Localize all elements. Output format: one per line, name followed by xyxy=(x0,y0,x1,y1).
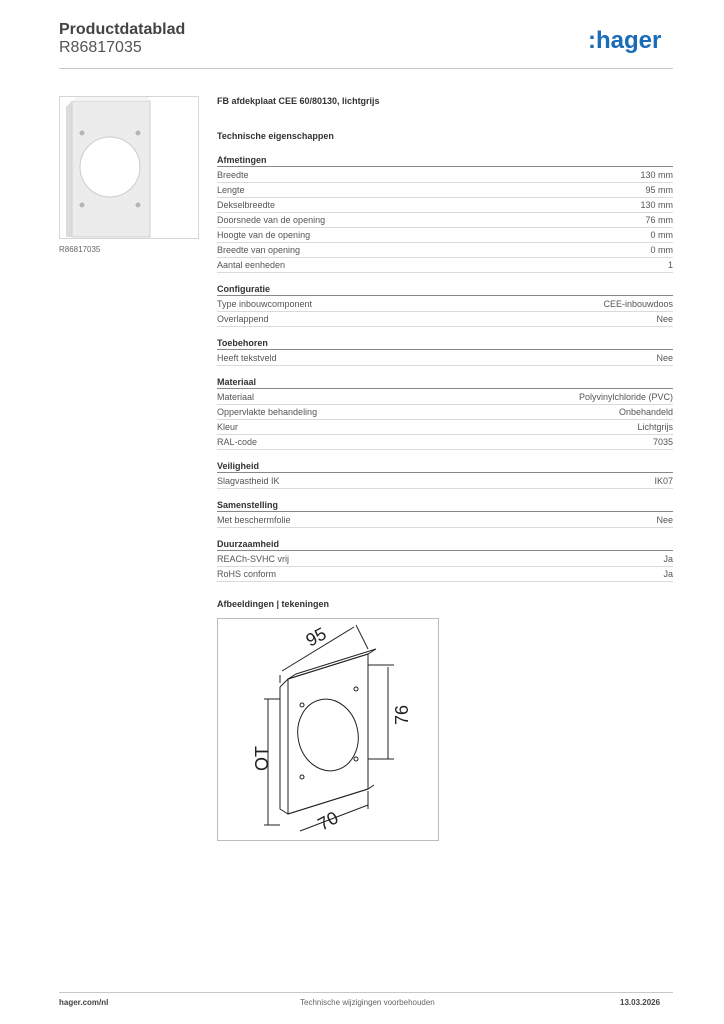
header-divider xyxy=(59,68,673,69)
spec-value: Nee xyxy=(656,353,673,363)
spec-value: Ja xyxy=(663,569,673,579)
spec-row xyxy=(217,435,673,450)
spec-value: Polyvinylchloride (PVC) xyxy=(578,392,673,402)
spec-value: Nee xyxy=(656,314,673,324)
spec-section xyxy=(217,499,673,528)
spec-value: Nee xyxy=(656,515,673,525)
spec-row xyxy=(217,213,673,228)
spec-label: RoHS conform xyxy=(217,569,277,579)
spec-section xyxy=(217,460,673,489)
spec-row xyxy=(217,351,673,366)
product-thumbnail xyxy=(59,96,199,239)
spec-row xyxy=(217,183,673,198)
spec-row xyxy=(217,228,673,243)
thumbnail-caption: R86817035 xyxy=(59,245,101,254)
spec-value: 7035 xyxy=(652,437,673,447)
spec-row xyxy=(217,567,673,582)
spec-section xyxy=(217,538,673,582)
dim-left-label: OT xyxy=(252,746,272,771)
spec-value: 1 xyxy=(667,260,673,270)
spec-row xyxy=(217,405,673,420)
spec-row xyxy=(217,420,673,435)
tech-heading: Technische eigenschappen xyxy=(217,131,334,141)
spec-value: Ja xyxy=(663,554,673,564)
spec-value: 0 mm xyxy=(650,245,673,255)
spec-value: IK07 xyxy=(654,476,673,486)
spec-section xyxy=(217,376,673,450)
spec-value: 76 mm xyxy=(645,215,673,225)
spec-value: 130 mm xyxy=(640,200,673,210)
spec-label: Materiaal xyxy=(217,392,255,402)
dimension-drawing xyxy=(218,619,438,840)
dim-bottom-label: 70 xyxy=(314,807,342,835)
logo-text: :hager xyxy=(588,27,662,54)
spec-label: Overlappend xyxy=(217,314,269,324)
spec-value: Lichtgrijs xyxy=(637,422,673,432)
hager-logo xyxy=(588,26,678,56)
spec-row xyxy=(217,297,673,312)
footer-divider xyxy=(59,992,673,993)
product-name: FB afdekplaat CEE 60/80130, lichtgrijs xyxy=(217,96,380,106)
spec-value: 0 mm xyxy=(650,230,673,240)
cover-plate-image xyxy=(60,97,198,238)
spec-label: REACh-SVHC vrij xyxy=(217,554,290,564)
spec-label: Dekselbreedte xyxy=(217,200,276,210)
spec-section xyxy=(217,154,673,273)
spec-row xyxy=(217,552,673,567)
spec-section xyxy=(217,283,673,327)
spec-value: 130 mm xyxy=(640,170,673,180)
footer-date: 13.03.2026 xyxy=(620,998,661,1007)
spec-label: Hoogte van de opening xyxy=(217,230,311,240)
footer-disclaimer: Technische wijzigingen voorbehouden xyxy=(300,998,435,1007)
section-title: Duurzaamheid xyxy=(217,538,673,551)
spec-value: Onbehandeld xyxy=(618,407,673,417)
section-title: Afmetingen xyxy=(217,154,673,167)
spec-label: Slagvastheid IK xyxy=(217,476,280,486)
dim-right-label: 76 xyxy=(392,704,412,725)
spec-row xyxy=(217,168,673,183)
spec-value: CEE-inbouwdoos xyxy=(603,299,673,309)
drawings-heading: Afbeeldingen | tekeningen xyxy=(217,599,330,609)
section-title: Configuratie xyxy=(217,283,673,296)
spec-row xyxy=(217,198,673,213)
spec-label: RAL-code xyxy=(217,437,258,447)
spec-value: 95 mm xyxy=(645,185,673,195)
section-title: Toebehoren xyxy=(217,337,673,350)
product-code: R86817035 xyxy=(59,39,142,56)
spec-label: Breedte xyxy=(217,170,249,180)
spec-label: Kleur xyxy=(217,422,239,432)
spec-row xyxy=(217,312,673,327)
spec-row xyxy=(217,474,673,489)
spec-label: Oppervlakte behandeling xyxy=(217,407,318,417)
spec-label: Breedte van opening xyxy=(217,245,301,255)
page-title: Productdatablad xyxy=(59,21,186,38)
spec-section xyxy=(217,337,673,366)
spec-row xyxy=(217,513,673,528)
spec-label: Heeft tekstveld xyxy=(217,353,277,363)
dim-top-label: 95 xyxy=(302,623,330,651)
spec-label: Doorsnede van de opening xyxy=(217,215,326,225)
spec-label: Aantal eenheden xyxy=(217,260,286,270)
spec-label: Type inbouwcomponent xyxy=(217,299,313,309)
footer-website-link[interactable]: hager.com/nl xyxy=(59,998,109,1007)
section-title: Samenstelling xyxy=(217,499,673,512)
section-title: Veiligheid xyxy=(217,460,673,473)
technical-drawing xyxy=(217,618,439,841)
spec-sections xyxy=(217,154,673,592)
section-title: Materiaal xyxy=(217,376,673,389)
spec-row xyxy=(217,258,673,273)
spec-row xyxy=(217,243,673,258)
spec-label: Lengte xyxy=(217,185,245,195)
spec-row xyxy=(217,390,673,405)
spec-label: Met beschermfolie xyxy=(217,515,291,525)
